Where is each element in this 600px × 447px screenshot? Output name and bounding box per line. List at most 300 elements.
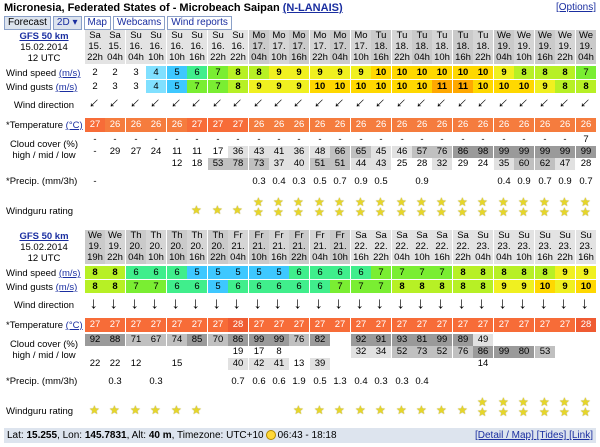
wind-speed-cell: 7	[392, 266, 412, 279]
cloud-cell	[576, 346, 596, 358]
precip-cell	[208, 176, 228, 188]
temperature-cell: 27	[330, 318, 350, 332]
precip-cell	[473, 176, 493, 188]
date-label: 17.	[289, 41, 309, 52]
hour-label: 04h	[310, 252, 330, 264]
wind-speed-cell: 9	[269, 66, 289, 79]
date-label: 19.	[85, 241, 105, 252]
date-label: 17.	[351, 41, 371, 52]
precip-cell	[514, 376, 534, 388]
hour-label: 16h	[371, 52, 391, 64]
hour-label: 10h	[351, 52, 371, 64]
precip-cell: 0.4	[415, 376, 429, 387]
day-label: Su	[555, 230, 575, 241]
cloud-cell: 86	[453, 146, 473, 158]
temperature-cell: 27	[187, 318, 207, 332]
day-label: Sa	[85, 30, 105, 41]
precip-cell: 0.4	[354, 376, 368, 387]
wind-direction-arrow: →	[434, 296, 451, 312]
precip-cell: 0.7	[333, 176, 347, 187]
precip-cell: 1.9	[292, 376, 306, 387]
precip-cell	[105, 176, 125, 188]
rating-star-icon: ★	[539, 205, 550, 219]
cloud-cell: 93	[392, 334, 412, 346]
wind-gusts-cell: 7	[208, 80, 228, 93]
wind-gusts-cell: 6	[249, 280, 269, 293]
date-label: 17.	[330, 41, 350, 52]
wind-direction-arrow: →	[496, 296, 513, 312]
temperature-cell: 26	[555, 118, 575, 132]
wind-speed-cell: 9	[555, 266, 575, 279]
date-label: 19.	[105, 241, 125, 252]
day-label: Tu	[371, 30, 391, 41]
rating-star-icon: ★	[498, 395, 509, 409]
precip-cell	[126, 176, 146, 188]
rating-star-icon: ★	[109, 403, 120, 417]
rating-star-icon: ★	[273, 195, 284, 209]
wind-gusts-cell: 8	[412, 280, 432, 293]
day-label: Sa	[412, 230, 432, 241]
temp-unit-link[interactable]: (°C)	[65, 320, 83, 331]
cloud-cell: 76	[453, 346, 473, 358]
date-label: 20.	[167, 241, 187, 252]
hour-label: 04h	[126, 52, 146, 64]
cloud-cell	[351, 358, 371, 370]
tab-bar	[4, 16, 234, 29]
wind-speed-cell: 8	[535, 66, 555, 79]
wind-direction-arrow: →	[103, 92, 128, 117]
wind-speed-cell: 4	[146, 66, 166, 79]
day-label: Su	[208, 30, 228, 41]
wind-speed-cell: 8	[514, 266, 534, 279]
precip-cell	[167, 176, 187, 188]
cloud-cell: 92	[351, 334, 371, 346]
hour-label: 10h	[514, 52, 534, 64]
rating-star-icon: ★	[477, 395, 488, 409]
cloud-cell: 11	[172, 146, 182, 157]
cloud-cell: 18	[191, 158, 203, 169]
wind-direction-arrow: →	[107, 296, 124, 312]
wind-speed-cell: 10	[412, 66, 432, 79]
location-info: Lat: 15.255, Lon: 145.7831, Alt: 40 m, Timezone: UTC+10 06:43 - 18:18	[7, 430, 337, 441]
hour-label: 04h	[126, 252, 146, 264]
date-label: 20.	[208, 241, 228, 252]
day-label: Sa	[371, 230, 391, 241]
rating-star-icon: ★	[539, 395, 550, 409]
precip-cell: 0.6	[272, 376, 286, 387]
temperature-cell: 28	[228, 318, 248, 332]
date-label: 23.	[494, 241, 514, 252]
precip-label: *Precip. (mm/3h)	[6, 376, 78, 387]
spot-code-link[interactable]: (N-LANAIS)	[282, 2, 343, 14]
date-label: 18.	[412, 41, 432, 52]
rating-star-icon: ★	[436, 205, 447, 219]
cloud-cell	[105, 346, 125, 358]
cloud-cell: 99	[555, 146, 575, 158]
precip-cell: 0.4	[497, 176, 511, 187]
unit-link[interactable]: (m/s)	[58, 268, 81, 279]
wind-speed-label: Wind speed (m/s)	[6, 268, 81, 279]
wind-gusts-cell: 11	[453, 80, 473, 93]
date-label: 22.	[412, 241, 432, 252]
init-date: 15.02.2014	[20, 42, 68, 53]
cloud-cell: 12	[130, 358, 142, 369]
hour-label: 04h	[412, 52, 432, 64]
wind-speed-cell: 6	[167, 266, 187, 279]
date-label: 19.	[535, 41, 555, 52]
temperature-cell: 27	[555, 318, 575, 332]
rating-star-icon: ★	[580, 395, 591, 409]
rating-star-icon: ★	[559, 205, 570, 219]
date-label: 18.	[371, 41, 391, 52]
date-label: 22.	[371, 241, 391, 252]
cloud-cell: 22	[109, 358, 121, 369]
wind-gusts-cell: 10	[576, 280, 596, 293]
wind-direction-arrow: →	[353, 296, 370, 312]
wind-gusts-cell: 6	[228, 280, 248, 293]
day-label: Sa	[351, 230, 371, 241]
date-label: 15.	[105, 41, 125, 52]
rating-star-icon: ★	[498, 195, 509, 209]
cloud-cell: -	[440, 134, 444, 145]
precip-cell: 0.5	[313, 376, 327, 387]
wind-speed-cell: 10	[392, 66, 412, 79]
precip-cell: 0.5	[374, 176, 388, 187]
cloud-cell	[85, 346, 105, 358]
rating-star-icon: ★	[191, 203, 202, 217]
wind-gusts-cell: 10	[514, 80, 534, 93]
wind-speed-cell: 10	[432, 66, 452, 79]
cloud-cell: 85	[187, 334, 207, 346]
cloud-cell: 89	[453, 334, 473, 346]
date-label: 23.	[576, 241, 596, 252]
unit-link[interactable]: (m/s)	[55, 82, 78, 93]
temperature-cell: 27	[208, 118, 228, 132]
day-label: Mo	[351, 30, 371, 41]
date-label: 19.	[514, 41, 534, 52]
unit-link[interactable]: (m/s)	[55, 282, 78, 293]
cloud-cell	[330, 334, 350, 346]
date-label: 21.	[249, 241, 269, 252]
hour-label: 16h	[535, 252, 555, 264]
wind-gusts-cell: 7	[330, 280, 350, 293]
cloud-cell	[146, 358, 166, 370]
wind-speed-cell: 8	[249, 66, 269, 79]
temperature-cell: 26	[371, 118, 391, 132]
wind-direction-arrow: →	[128, 296, 145, 312]
day-label: Sa	[432, 230, 452, 241]
wind-direction-arrow: →	[291, 296, 308, 312]
cloud-cell: 49	[473, 334, 493, 346]
cloud-cell: 99	[269, 334, 289, 346]
cloud-cell	[85, 158, 105, 170]
cloud-cell: 24	[150, 146, 162, 157]
wind-speed-cell: 6	[146, 266, 166, 279]
wind-direction-arrow: →	[492, 92, 517, 117]
wind-gusts-label: Wind gusts (m/s)	[6, 82, 78, 93]
wind-gusts-cell: 8	[576, 80, 596, 93]
model-name[interactable]: GFS 50 km	[19, 231, 69, 242]
wind-direction-arrow: →	[369, 92, 394, 117]
cloud-cell: -	[93, 134, 97, 145]
cloud-cell: -	[481, 134, 485, 145]
wind-direction-arrow: →	[328, 92, 353, 117]
wind-speed-cell: 9	[330, 66, 350, 79]
wind-gusts-cell: 6	[269, 280, 289, 293]
date-label: 17.	[310, 41, 330, 52]
cloud-cell: 99	[535, 146, 555, 158]
temperature-cell: 26	[351, 118, 371, 132]
wind-direction-arrow: →	[87, 296, 104, 312]
hour-label: 16h	[187, 52, 207, 64]
rating-star-icon: ★	[580, 205, 591, 219]
cloud-cell: 80	[514, 346, 534, 358]
wind-gusts-cell: 9	[269, 80, 289, 93]
wind-speed-cell: 9	[576, 266, 596, 279]
cloud-cell	[555, 346, 575, 358]
hour-label: 16h	[351, 252, 371, 264]
wind-speed-cell: 5	[249, 266, 269, 279]
cloud-cell: 81	[412, 334, 432, 346]
hour-label: 22h	[453, 252, 473, 264]
cloud-cell	[514, 334, 534, 346]
temperature-cell: 26	[514, 118, 534, 132]
wind-speed-cell: 7	[576, 66, 596, 79]
hour-label: 10h	[167, 52, 187, 64]
cloud-cell: -	[338, 134, 342, 145]
day-label: Tu	[453, 30, 473, 41]
wind-speed-cell: 6	[126, 266, 146, 279]
tab-wind-reports[interactable]: Wind reports	[167, 16, 232, 30]
wind-direction-arrow: →	[226, 92, 251, 117]
precip-cell	[208, 376, 228, 388]
date-label: 20.	[126, 241, 146, 252]
wind-gusts-cell: 7	[351, 280, 371, 293]
date-label: 17.	[249, 41, 269, 52]
hour-label: 10h	[146, 252, 166, 264]
rating-star-icon: ★	[580, 405, 591, 419]
cloud-cell: -	[297, 134, 301, 145]
precip-cell	[126, 376, 146, 388]
rating-star-icon: ★	[498, 205, 509, 219]
cloud-cell: -	[502, 134, 506, 145]
cloud-cell: 99	[494, 346, 514, 358]
hour-label: 04h	[330, 52, 350, 64]
hour-label: 22h	[289, 252, 309, 264]
wind-direction-arrow: →	[394, 296, 411, 312]
cloud-cell: 8	[276, 346, 282, 357]
footer-bar	[4, 428, 596, 443]
rating-label: Windguru rating	[6, 406, 74, 417]
wind-speed-cell: 8	[228, 66, 248, 79]
rating-star-icon: ★	[518, 195, 529, 209]
cloud-cell: -	[359, 134, 363, 145]
precip-cell	[228, 176, 248, 188]
precip-cell: 0.3	[395, 376, 409, 387]
cloud-cell: -	[175, 134, 179, 145]
temperature-cell: 27	[412, 318, 432, 332]
wind-speed-cell: 8	[85, 266, 105, 279]
wind-direction-arrow: →	[373, 296, 390, 312]
rating-star-icon: ★	[89, 403, 100, 417]
rating-star-icon: ★	[518, 205, 529, 219]
cloud-cell: 47	[555, 158, 575, 170]
wind-gusts-cell: 10	[473, 80, 493, 93]
precip-cell: 0.4	[272, 176, 286, 187]
date-label: 16.	[228, 41, 248, 52]
precip-cell	[187, 376, 207, 388]
tab-forecast[interactable]: Forecast	[4, 16, 51, 30]
cloud-cell: -	[461, 134, 465, 145]
wind-gusts-cell: 8	[432, 280, 452, 293]
temperature-label: *Temperature (°C)	[6, 320, 83, 331]
precip-cell: 0.7	[579, 176, 593, 187]
wind-direction-arrow: →	[451, 92, 476, 117]
cloud-cell: 76	[432, 146, 452, 158]
rating-star-icon: ★	[539, 405, 550, 419]
wind-direction-arrow: →	[410, 92, 435, 117]
cloud-cell: 82	[310, 334, 330, 346]
precip-cell: 0.3	[252, 176, 266, 187]
rating-star-icon: ★	[375, 403, 386, 417]
cloud-cell: 67	[146, 334, 166, 346]
date-label: 21.	[289, 241, 309, 252]
detail-tides-link[interactable]: [Detail / Map] [Tides] [Link]	[474, 430, 593, 441]
tab-webcams[interactable]: Webcams	[113, 16, 165, 30]
unit-link[interactable]: (m/s)	[58, 68, 81, 79]
cloud-cell: -	[379, 134, 383, 145]
rating-star-icon: ★	[293, 205, 304, 219]
day-label: Sa	[105, 30, 125, 41]
cloud-cell: 53	[535, 346, 555, 358]
wind-direction-arrow: →	[144, 92, 169, 117]
cloud-cell: 53	[208, 158, 228, 170]
hour-label: 10h	[146, 52, 166, 64]
cloud-cell: 41	[269, 358, 289, 370]
cloud-cell	[432, 358, 452, 370]
wind-gusts-cell: 10	[535, 280, 555, 293]
precip-cell: 1.3	[333, 376, 347, 387]
cloud-cell: -	[277, 134, 281, 145]
tab-2d-dropdown[interactable]: 2D ▾	[53, 16, 82, 30]
cloud-cell	[146, 346, 166, 358]
wind-direction-arrow: →	[471, 92, 496, 117]
cloud-cell	[146, 158, 166, 170]
hour-label: 10h	[330, 252, 350, 264]
wind-direction-arrow: →	[332, 296, 349, 312]
wind-direction-arrow: →	[189, 296, 206, 312]
wind-speed-cell: 5	[167, 66, 187, 79]
tab-map[interactable]: Map	[84, 16, 111, 30]
day-label: Su	[126, 30, 146, 41]
date-label: 19.	[494, 41, 514, 52]
wind-direction-arrow: →	[287, 92, 312, 117]
date-label: 18.	[473, 41, 493, 52]
cloud-cell: 76	[289, 334, 309, 346]
precip-cell	[187, 176, 207, 188]
rating-star-icon: ★	[334, 195, 345, 209]
wind-direction-arrow: →	[533, 92, 558, 117]
rating-star-icon: ★	[232, 203, 243, 217]
precip-cell	[535, 376, 555, 388]
wind-gusts-cell: 6	[310, 280, 330, 293]
model-name[interactable]: GFS 50 km	[19, 31, 69, 42]
hour-label: 04h	[494, 252, 514, 264]
temperature-cell: 27	[85, 118, 105, 132]
precip-cell	[167, 376, 187, 388]
temperature-cell: 26	[535, 118, 555, 132]
precip-cell	[453, 176, 473, 188]
wind-direction-arrow: →	[516, 296, 533, 312]
temperature-cell: 26	[473, 118, 493, 132]
date-label: 21.	[228, 241, 248, 252]
wind-gusts-cell: 6	[187, 280, 207, 293]
temperature-label: *Temperature (°C)	[6, 120, 83, 131]
cloud-cell	[535, 358, 555, 370]
day-label: Th	[126, 230, 146, 241]
cloud-cell: 28	[416, 158, 428, 169]
day-label: We	[535, 30, 555, 41]
rating-star-icon: ★	[314, 195, 325, 209]
date-label: 22.	[351, 241, 371, 252]
day-label: Tu	[412, 30, 432, 41]
cloud-cell: 32	[351, 346, 371, 358]
temperature-cell: 26	[432, 118, 452, 132]
rating-star-icon: ★	[477, 205, 488, 219]
date-label: 23.	[555, 241, 575, 252]
hour-label: 22h	[208, 52, 228, 64]
hour-label: 04h	[105, 52, 125, 64]
cloud-cell: 17	[212, 146, 224, 157]
rating-star-icon: ★	[314, 403, 325, 417]
wind-gusts-cell: 5	[167, 80, 187, 93]
temperature-cell: 27	[453, 318, 473, 332]
hour-label: 22h	[85, 52, 105, 64]
temp-unit-link[interactable]: (°C)	[65, 120, 83, 131]
wind-direction-arrow: →	[574, 92, 599, 117]
wind-gusts-cell: 7	[146, 280, 166, 293]
hour-label: 22h	[392, 52, 412, 64]
precip-cell: 0.3	[108, 376, 122, 387]
cloud-cell: 99	[494, 146, 514, 158]
rating-star-icon: ★	[150, 403, 161, 417]
wind-direction-arrow: →	[390, 92, 415, 117]
cloud-cell	[392, 358, 412, 370]
day-label: We	[85, 230, 105, 241]
cloud-cell: 25	[396, 158, 408, 169]
temperature-cell: 27	[473, 318, 493, 332]
date-label: 16.	[126, 41, 146, 52]
footer-links[interactable]	[475, 428, 593, 443]
hour-label: 22h	[105, 252, 125, 264]
wind-gusts-cell: 9	[249, 80, 269, 93]
date-label: 18.	[432, 41, 452, 52]
cloud-cell: 40	[289, 158, 309, 170]
wind-speed-cell: 2	[85, 66, 105, 79]
wind-speed-cell: 8	[453, 266, 473, 279]
temperature-cell: 26	[576, 118, 596, 132]
temperature-cell: 27	[514, 318, 534, 332]
cloud-cell: -	[216, 134, 220, 145]
day-label: Su	[514, 230, 534, 241]
options-link[interactable]: [Options]	[555, 2, 596, 13]
wind-direction-arrow: →	[430, 92, 455, 117]
cloud-cell	[105, 158, 125, 170]
cloud-cell	[535, 334, 555, 346]
wind-gusts-cell: 3	[126, 80, 146, 93]
hour-label: 22h	[228, 52, 248, 64]
rating-star-icon: ★	[559, 195, 570, 209]
